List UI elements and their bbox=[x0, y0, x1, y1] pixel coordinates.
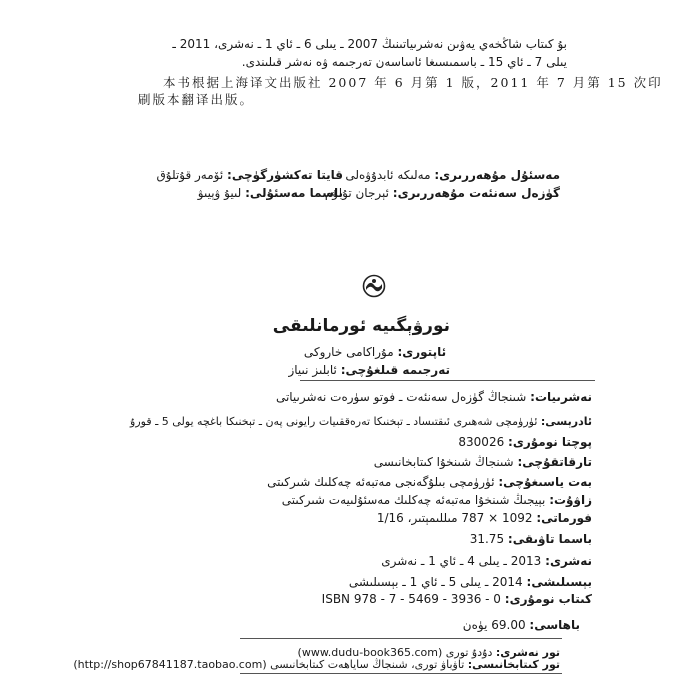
info-address: ئادرېسى: ئۈرۈمچى شەھىرى ئىقتىساد ـ تېخنىكا تەرەققىيات رايونى پەن ـ تېخنىكا باغچە يولى 5 ـ قورۇ bbox=[130, 415, 592, 428]
credit-print-manager: باسما مەسئۇلى: لىيۇ ۋېيىۋ bbox=[197, 186, 343, 200]
divider bbox=[240, 673, 562, 674]
credit-art-editor: گۈزەل سەنئەت مۇھەررىرى: ئېرجان تۇلۇم bbox=[324, 186, 560, 200]
uyghur-note-line: بۇ كىتاب شاڭخەي يەۋىن نەشرىياتىنىڭ 2007 ـ يىلى 6 ـ ئاي 1 ـ نەشرى، 2011 ـ bbox=[172, 37, 567, 51]
info-postcode: پوچتا نومۇرى: 830026 bbox=[458, 435, 592, 449]
credit-editor: مەسئۇل مۇھەررىرى: مەلىكە ئابدۇۋەلى bbox=[345, 168, 560, 182]
online-bookstore: تور كىتابخانىسى: تاۋباۋ تورى، شىنجاڭ ساياھەت كىتابخانىسى (http://shop67841187.taobao.com) bbox=[73, 658, 560, 671]
info-price: باھاسى: 69.00 يۈەن bbox=[462, 618, 580, 632]
info-publisher: نەشرىيات: شىنجاڭ گۈزەل سەنئەت ـ فوتو سۈرەت نەشرىياتى bbox=[275, 390, 592, 404]
publisher-logo-icon bbox=[362, 274, 386, 298]
info-edition: نەشرى: 2013 ـ يىلى 4 ـ ئاي 1 ـ نەشرى bbox=[381, 554, 592, 568]
chinese-note-line: 刷版本翻译出版。 bbox=[138, 92, 255, 107]
info-printing: بېسىلىشى: 2014 ـ يىلى 5 ـ ئاي 1 ـ بېسىلىشى bbox=[348, 575, 592, 589]
uyghur-note-line: يىلى 7 ـ ئاي 15 ـ باسمىسىغا ئاساسەن تەرجىمە ۋە نەشر قىلىندى. bbox=[241, 55, 567, 69]
info-sheets: باسما تاۋىقى: 31.75 bbox=[469, 532, 592, 546]
info-printer: زاۋۇت: بېيجىڭ شىنخۇا مەتبەئە چەكلىك مەسئۇلىيەت شىركىتى bbox=[281, 493, 592, 507]
book-title: نورۋېگىيە ئورمانلىقى bbox=[272, 316, 450, 336]
online-publishing: تور نەشرى: دۇدۇ تورى (www.dudu-book365.com) bbox=[297, 646, 560, 659]
book-translator: تەرجىمە قىلغۇچى: ئابلىز نىياز bbox=[288, 363, 450, 377]
info-typesetter: بەت ياسىغۇچى: ئۈرۈمچى بىلۇگەنجى مەتبەئە چەكلىك شىركىتى bbox=[267, 475, 592, 489]
divider bbox=[240, 638, 562, 639]
info-isbn: كىتاب نومۇرى: ISBN 978 - 7 - 5469 - 3936 - 0 bbox=[321, 592, 592, 606]
credit-proofreader: قايتا تەكشۈرگۈچى: ئۆمەر قۇتلۇق bbox=[156, 168, 343, 182]
chinese-note-line: 本书根据上海译文出版社 2007 年 6 月第 1 版，2011 年 7 月第 15 次印 bbox=[163, 75, 663, 90]
book-author: ئاپتورى: مۇراكامى خاروكى bbox=[303, 345, 447, 359]
divider bbox=[300, 380, 595, 381]
info-format: فورماتى: 1092 × 787 مىللىمېتىر، 1/16 bbox=[376, 511, 592, 525]
info-distributor: تارقاتقۇچى: شىنجاڭ شىنخۇا كىتابخانىسى bbox=[373, 455, 592, 469]
